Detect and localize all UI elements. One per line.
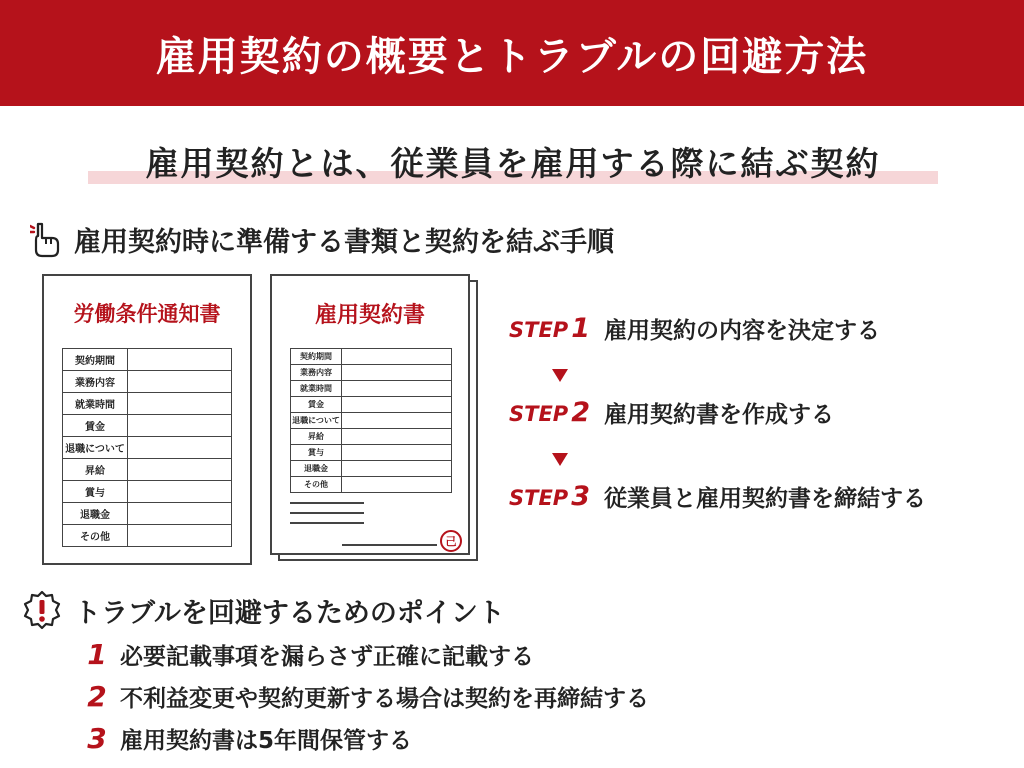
row-label: 業務内容 (63, 371, 128, 393)
row-value-blank (342, 445, 452, 461)
signature-line (342, 544, 437, 546)
signature-line (290, 522, 364, 524)
row-label: 契約期間 (63, 349, 128, 371)
row-label: 退職について (63, 437, 128, 459)
row-value-blank (342, 477, 452, 493)
row-label: 賞与 (291, 445, 342, 461)
row-label: その他 (63, 525, 128, 547)
table-row (291, 413, 452, 429)
point-3 (84, 722, 412, 755)
labor-conditions-notice-title: 労働条件通知書 (73, 302, 221, 326)
step-1-text: 雇用契約の内容を決定する (604, 318, 880, 344)
row-value-blank (342, 365, 452, 381)
employment-contract-table (290, 348, 452, 493)
table-row (291, 477, 452, 493)
row-label: 賃金 (291, 397, 342, 413)
subtitle (88, 138, 938, 188)
table-row (291, 365, 452, 381)
row-value-blank (128, 503, 232, 525)
section-documents-title: 雇用契約時に準備する書類と契約を結ぶ手順 (74, 227, 614, 258)
page-title: 雇用契約の概要とトラブルの回避方法 (155, 33, 869, 80)
row-value-blank (342, 349, 452, 365)
row-value-blank (128, 415, 232, 437)
point-2-text: 不利益変更や契約更新する場合は契約を再締結する (120, 686, 649, 712)
point-3-text: 雇用契約書は5年間保管する (120, 728, 413, 754)
subtitle-text: 雇用契約とは、従業員を雇用する際に結ぶ契約 (145, 144, 881, 183)
row-value-blank (128, 481, 232, 503)
title-banner (0, 0, 1024, 106)
step-1-tag: STEP 1 (509, 313, 590, 344)
table-row (63, 503, 232, 525)
point-2-number: 2 (87, 680, 107, 713)
point-2 (84, 680, 649, 713)
row-value-blank (128, 459, 232, 481)
table-row (63, 371, 232, 393)
row-label: 賞与 (63, 481, 128, 503)
exclamation-badge-icon (22, 590, 62, 630)
point-1-number: 1 (87, 638, 107, 671)
row-value-blank (342, 381, 452, 397)
table-row (291, 429, 452, 445)
employment-contract-document (270, 274, 470, 555)
section-points-heading (22, 590, 505, 630)
step-2-text: 雇用契約書を作成する (604, 402, 834, 428)
signature-line (290, 512, 364, 514)
section-documents-heading (30, 220, 614, 259)
employment-contract-title: 雇用契約書 (314, 303, 425, 328)
table-row (291, 461, 452, 477)
table-row (63, 393, 232, 415)
step-2-tag: STEP 2 (509, 397, 590, 428)
row-label: 昇給 (63, 459, 128, 481)
row-label: 就業時間 (291, 381, 342, 397)
row-label: 就業時間 (63, 393, 128, 415)
step-3 (498, 480, 926, 513)
seal-icon: 己 (440, 530, 462, 552)
step-3-text: 従業員と雇用契約書を締結する (604, 486, 926, 512)
pointing-hand-icon (30, 222, 62, 258)
table-row (63, 525, 232, 547)
row-label: その他 (291, 477, 342, 493)
row-value-blank (342, 397, 452, 413)
row-label: 業務内容 (291, 365, 342, 381)
triangle-down-icon (552, 453, 568, 466)
triangle-down-icon (552, 369, 568, 382)
row-value-blank (128, 349, 232, 371)
row-label: 退職金 (63, 503, 128, 525)
step-3-tag: STEP 3 (509, 481, 590, 512)
step-2 (498, 396, 834, 429)
row-label: 契約期間 (291, 349, 342, 365)
table-row (291, 381, 452, 397)
row-value-blank (342, 429, 452, 445)
labor-conditions-notice-document (42, 274, 252, 565)
row-value-blank (128, 393, 232, 415)
table-row (63, 415, 232, 437)
table-row (63, 459, 232, 481)
signature-line (290, 502, 364, 504)
row-value-blank (128, 525, 232, 547)
section-points-title: トラブルを回避するためのポイント (74, 597, 505, 629)
row-label: 昇給 (291, 429, 342, 445)
point-1 (84, 638, 534, 671)
row-value-blank (128, 371, 232, 393)
row-value-blank (342, 413, 452, 429)
table-row (63, 481, 232, 503)
step-1 (498, 312, 880, 345)
table-row (291, 445, 452, 461)
labor-conditions-notice-table (62, 348, 232, 547)
row-label: 退職について (291, 413, 342, 429)
row-value-blank (128, 437, 232, 459)
row-label: 賃金 (63, 415, 128, 437)
table-row (63, 437, 232, 459)
table-row (63, 349, 232, 371)
row-label: 退職金 (291, 461, 342, 477)
table-row (291, 349, 452, 365)
point-3-number: 3 (87, 722, 107, 755)
point-1-text: 必要記載事項を漏らさず正確に記載する (120, 644, 534, 670)
row-value-blank (342, 461, 452, 477)
table-row (291, 397, 452, 413)
